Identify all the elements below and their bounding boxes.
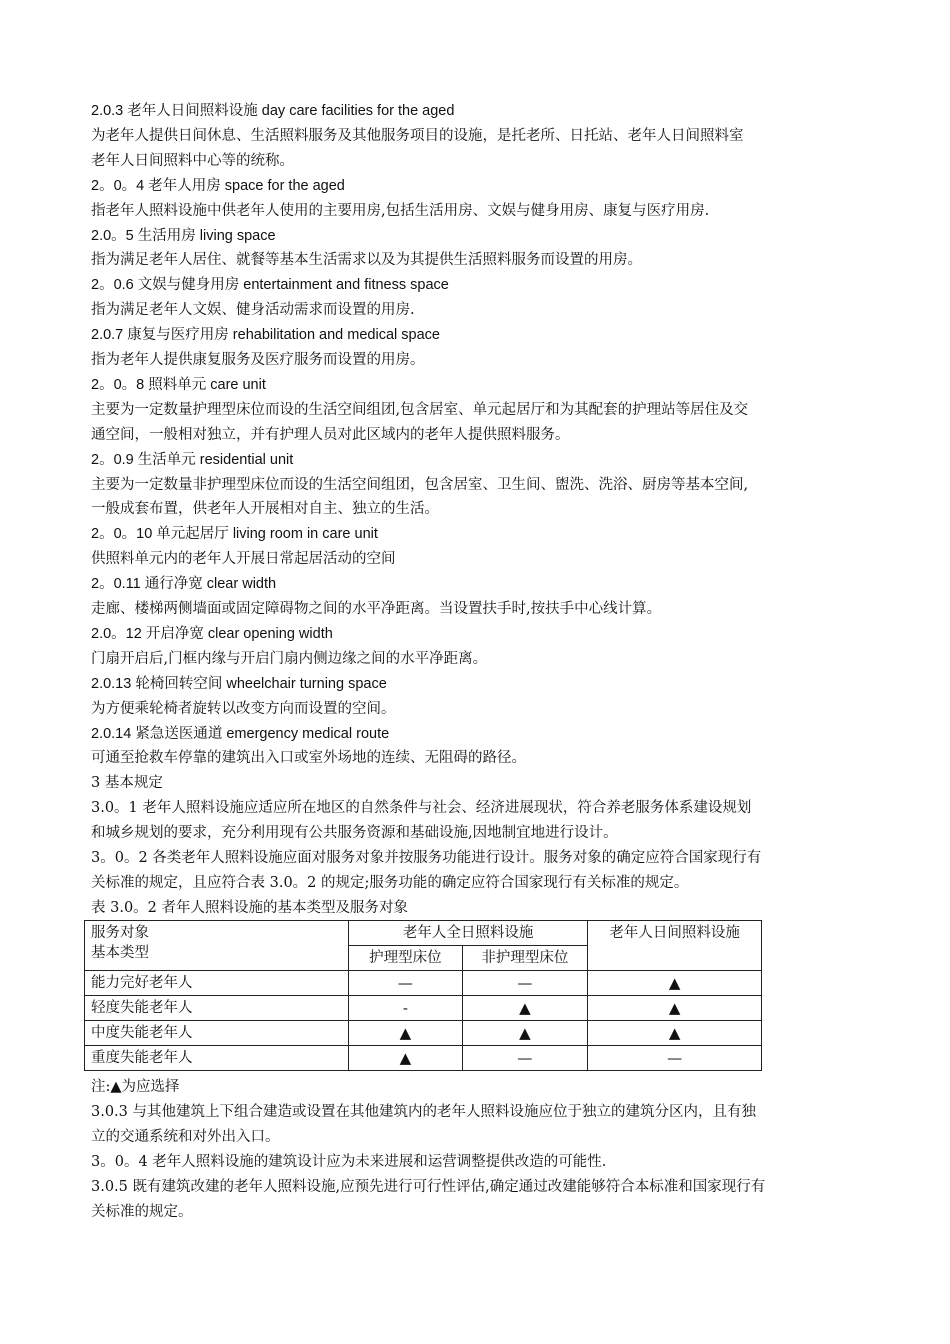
text-line: 老年人日间照料中心等的统称。: [91, 152, 294, 169]
table-cell: ▲: [462, 1021, 588, 1046]
text-line: 3。0。4 老年人照料设施的建筑设计应为未来进展和运营调整提供改造的可能性.: [91, 1153, 607, 1170]
text-line: 和城乡规划的要求，充分利用现有公共服务资源和基础设施,因地制宜地进行设计。: [91, 825, 618, 842]
text-line: 指为满足老年人文娱、健身活动需求而设置的用房.: [91, 302, 415, 319]
text-line: 3.0.3 与其他建筑上下组合建造或设置在其他建筑内的老年人照料设施应位于独立的建筑分区内，且有独: [91, 1103, 756, 1120]
text-line: 指老年人照料设施中供老年人使用的主要用房,包括生活用房、文娱与健身用房、康复与医疗用房.: [91, 202, 710, 219]
clause-heading: 2.0。5 生活用房 living space: [91, 227, 276, 244]
text-line: 3 基本规定: [91, 775, 163, 792]
clause-heading: 2。0。4 老年人用房 space for the aged: [91, 177, 345, 194]
corner-label-type: 基本类型: [91, 945, 149, 961]
table-row: [85, 971, 762, 996]
text-line: 一般成套布置，供老年人开展相对自主、独立的生活。: [91, 501, 439, 518]
text-line: 门扇开启后,门框内缘与开启门扇内侧边缘之间的水平净距离。: [91, 650, 488, 667]
text-line: 可通至抢救车停靠的建筑出入口或室外场地的连续、无阻碍的路径。: [91, 750, 526, 767]
text-line: 关标准的规定，且应符合表 3.0。2 的规定;服务功能的确定应符合国家现行有关标准的规定。: [91, 874, 689, 891]
table-cell: ▲: [462, 996, 588, 1021]
clause-heading: 2.0。12 开启净宽 clear opening width: [91, 625, 333, 642]
table-row: [85, 996, 762, 1021]
text-line: 注:▲为应选择: [91, 1079, 180, 1095]
text-line: 走廊、楼梯两侧墙面或固定障碍物之间的水平净距离。当设置扶手时,按扶手中心线计算。: [91, 601, 662, 617]
service-type-table: [84, 920, 762, 1071]
row-label: 中度失能老年人: [85, 1021, 349, 1046]
table-cell: ▲: [588, 996, 762, 1021]
table-cell: ▲: [349, 1046, 463, 1071]
corner-label-service: 服务对象: [91, 925, 149, 941]
header-non-nursing-bed: 非护理型床位: [462, 946, 588, 971]
clause-heading: 2.0.13 轮椅回转空间 wheelchair turning space: [91, 675, 387, 692]
clause-heading: 2。0。8 照料单元 care unit: [91, 376, 266, 393]
table-cell: —: [462, 1046, 588, 1071]
text-line: 3。0。2 各类老年人照料设施应面对服务对象并按服务功能进行设计。服务对象的确定应符合国家现行有: [91, 850, 762, 866]
text-line: 为方便乘轮椅者旋转以改变方向而设置的空间。: [91, 700, 396, 717]
row-label: 轻度失能老年人: [85, 996, 349, 1021]
table-cell: ▲: [588, 1021, 762, 1046]
text-line: 为老年人提供日间休息、生活照料服务及其他服务项目的设施，是托老所、日托站、老年人日间照料室: [91, 127, 744, 144]
header-full-day-facility: 老年人全日照料设施: [349, 921, 588, 946]
text-line: 通空间，一般相对独立，并有护理人员对此区域内的老年人提供照料服务。: [91, 426, 570, 443]
text-line: 指为满足老年人居住、就餐等基本生活需求以及为其提供生活照料服务而设置的用房。: [91, 252, 642, 269]
text-line: 立的交通系统和对外出入口。: [91, 1128, 280, 1145]
row-label: 能力完好老年人: [85, 971, 349, 996]
text-line: 供照料单元内的老年人开展日常起居活动的空间: [91, 551, 396, 568]
clause-heading: 2.0.14 紧急送医通道 emergency medical route: [91, 725, 390, 742]
table-cell: —: [588, 1046, 762, 1071]
text-line: 指为老年人提供康复服务及医疗服务而设置的用房。: [91, 352, 425, 368]
table-cell: ▲: [588, 971, 762, 996]
clause-heading: 2.0.7 康复与医疗用房 rehabilitation and medical space: [91, 327, 440, 344]
table-corner-cell: [85, 921, 349, 971]
table-cell: ▲: [349, 1021, 463, 1046]
clause-heading: 2。0.9 生活单元 residential unit: [91, 451, 294, 468]
table-row: [85, 1046, 762, 1071]
table-cell: -: [349, 996, 463, 1021]
row-label: 重度失能老年人: [85, 1046, 349, 1071]
clause-heading: 2。0。10 单元起居厅 living room in care unit: [91, 526, 378, 543]
table-cell: —: [349, 971, 463, 996]
text-line: 表 3.0。2 者年人照料设施的基本类型及服务对象: [91, 899, 409, 916]
text-line: 主要为一定数量非护理型床位而设的生活空间组团，包含居室、卫生间、盥洗、洗浴、厨房等基本空间,: [91, 476, 749, 493]
text-line: 主要为一定数量护理型床位而设的生活空间组团,包含居室、单元起居厅和为其配套的护理站等居住及交: [91, 401, 749, 418]
clause-heading: 2.0.3 老年人日间照料设施 day care facilities for the aged: [91, 103, 455, 119]
text-line: 关标准的规定。: [91, 1203, 193, 1220]
header-day-care-facility: 老年人日间照料设施: [588, 921, 762, 971]
text-line: 3.0.5 既有建筑改建的老年人照料设施,应预先进行可行性评估,确定通过改建能够符合本标准和国家现行有: [91, 1178, 766, 1195]
table-cell: —: [462, 971, 588, 996]
clause-heading: 2。0.6 文娱与健身用房 entertainment and fitness space: [91, 277, 449, 294]
table-row: [85, 1021, 762, 1046]
clause-heading: 2。0.11 通行净宽 clear width: [91, 576, 277, 593]
text-line: 3.0。1 老年人照料设施应适应所在地区的自然条件与社会、经济进展现状，符合养老服务体系建设规划: [91, 800, 752, 817]
header-nursing-bed: 护理型床位: [349, 946, 463, 971]
